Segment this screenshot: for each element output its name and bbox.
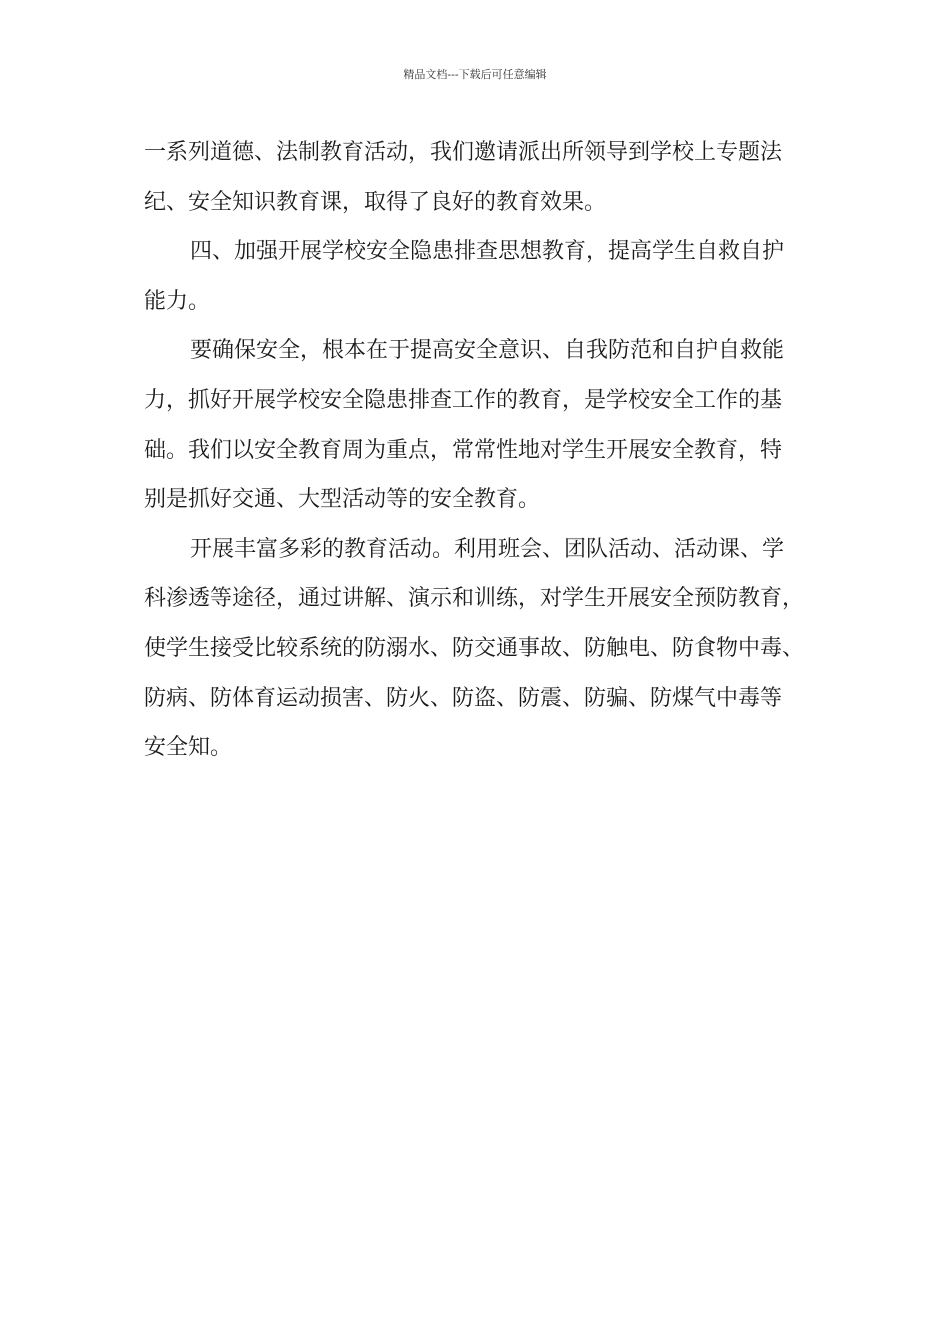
- paragraph-4: [144, 525, 834, 773]
- paragraph-line: 科渗透等途径，通过讲解、演示和训练，对学生开展安全预防教育，: [144, 586, 805, 612]
- paragraph-line: 要确保安全，根本在于提高安全意识、自我防范和自护自救能: [190, 338, 785, 364]
- paragraph-line: 能力。: [144, 288, 211, 314]
- paragraph-3: [144, 326, 834, 524]
- paragraph-1: [144, 128, 834, 227]
- paragraph-line: 防病、防体育运动损害、防火、防盗、防震、防骗、防煤气中毒等: [144, 685, 783, 711]
- paragraph-line: 安全知。: [144, 735, 233, 761]
- paragraph-line: 使学生接受比较系统的防溺水、防交通事故、防触电、防食物中毒、: [144, 635, 805, 661]
- document-body: [144, 128, 834, 773]
- paragraph-line: 础。我们以安全教育周为重点，常常性地对学生开展安全教育，特: [144, 437, 783, 463]
- paragraph-line: 一系列道德、法制教育活动，我们邀请派出所领导到学校上专题法: [144, 140, 783, 165]
- paragraph-line: 纪、安全知识教育课，取得了良好的教育效果。: [144, 189, 607, 215]
- paragraph-line: 别是抓好交通、大型活动等的安全教育。: [144, 487, 541, 513]
- paragraph-line: 开展丰富多彩的教育活动。利用班会、团队活动、活动课、学: [190, 536, 785, 562]
- paragraph-line: 力，抓好开展学校安全隐患排查工作的教育，是学校安全工作的基: [144, 387, 783, 413]
- page-header: 精品文档---下载后可任意编辑: [403, 68, 547, 81]
- paragraph-line: 四、加强开展学校安全隐患排查思想教育，提高学生自救自护: [190, 239, 785, 265]
- paragraph-2-heading: [144, 227, 834, 326]
